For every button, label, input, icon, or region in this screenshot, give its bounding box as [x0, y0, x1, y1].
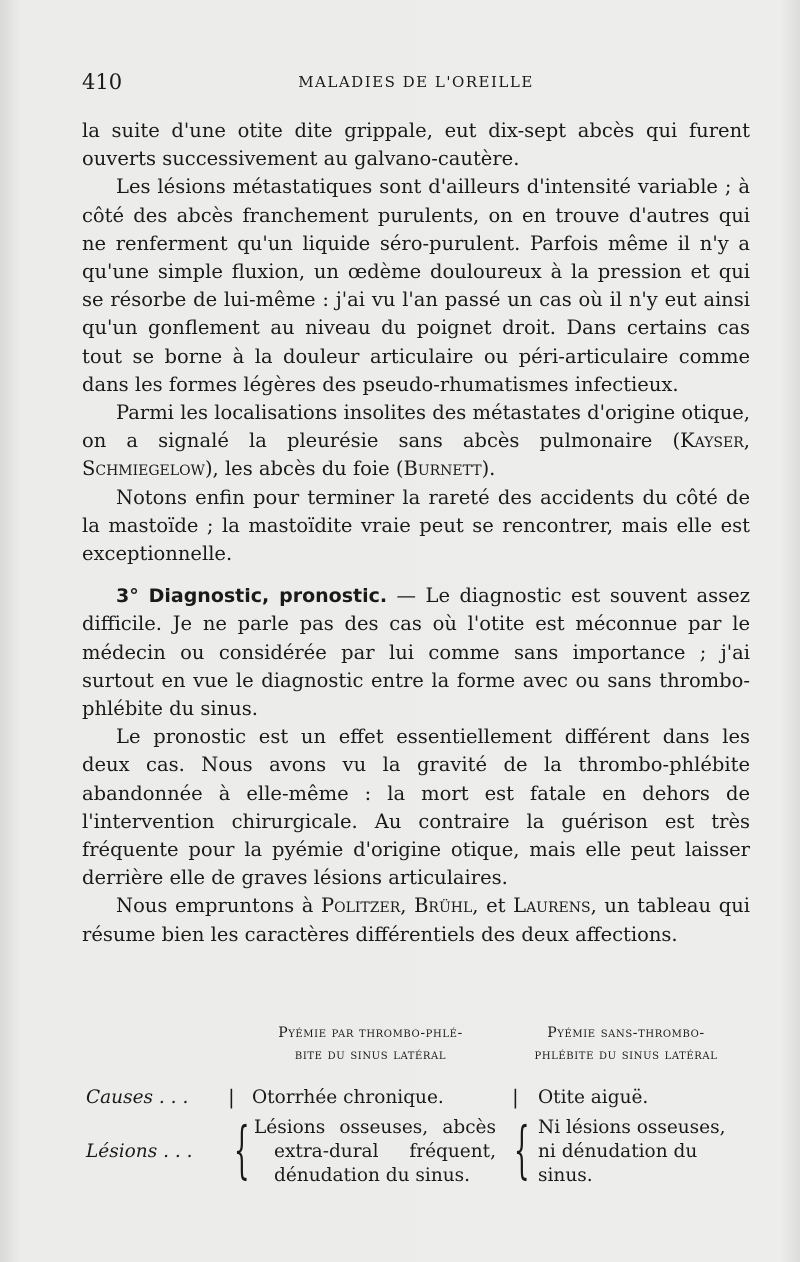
paragraph-7-text-d: , un tableau qui résume bien les caractères différentiels des deux affections.: [82, 894, 750, 946]
running-title: MALADIES DE L'OREILLE: [298, 73, 534, 91]
cell-line: Lésions osseuses, abcès: [254, 1117, 496, 1138]
cell-lesions-col1: [254, 1116, 496, 1188]
paragraph-7-text-c: , et: [472, 894, 514, 918]
body-text: [82, 117, 750, 949]
paragraph-4: Notons enfin pour terminer la rareté des accidents du côté de la mastoïde ; la mastoïdite vraie peut se rencontrer, mais elle est exceptionnelle.: [82, 485, 750, 566]
table-header-col2: [502, 1022, 750, 1066]
cell-line: ni dénudation du: [538, 1141, 698, 1162]
paragraph-5-text: — Le diagnostic est souvent assez difficile. Je ne parle pas des cas où l'otite est méconnue par le médecin ou considérée par lui comme sans importance ; j'ai surtout en vue le diagnostic entre la forme avec ou sans thrombo-phlébite du sinus.: [82, 584, 750, 721]
author-schmiegelow: Schmiegelow: [82, 457, 205, 481]
brace-col2: {: [513, 1113, 530, 1186]
page-number: 410: [82, 70, 123, 94]
author-politzer: Politzer: [320, 894, 401, 918]
col1-header-line2: bite du sinus latéral: [294, 1047, 447, 1063]
paragraph-5: [82, 582, 750, 723]
col2-header-line1: Pyémie sans-thrombo-: [547, 1025, 705, 1041]
paragraph-1: la suite d'une otite dite grippale, eut dix-sept abcès qui furent ouverts successivement au galvano-cautère.: [82, 119, 750, 171]
paragraph-3: [82, 399, 750, 484]
author-kayser: Kayser: [680, 429, 744, 453]
cell-line: dénudation du sinus.: [274, 1165, 471, 1186]
cell-line: Ni lésions osseuses,: [538, 1117, 726, 1138]
col1-header-line1: Pyémie par thrombo-phlé-: [278, 1025, 463, 1041]
paragraph-6: Le pronostic est un effet essentiellement différent dans les deux cas. Nous avons vu la gravité de la thrombo-phlébite abandonnée à elle-même : la mort est fatale en dehors de l'intervention chirurgicale. Au contraire la guérison est très fréquente pour la pyémie d'origine otique, mais elle peut laisser derrière elle de graves lésions articulaires.: [82, 725, 750, 890]
author-burnett: Burnett: [403, 457, 482, 481]
paragraph-3-text-b: ,: [743, 429, 750, 453]
paragraph-7: [82, 892, 750, 948]
cell-causes-col1: Otorrhée chronique.: [252, 1087, 444, 1108]
row-bracket: |: [228, 1085, 235, 1109]
table-header-col1: [253, 1022, 488, 1066]
page-header: [82, 70, 750, 100]
section-heading: 3° Diagnostic, pronostic.: [116, 585, 388, 608]
cell-line: sinus.: [538, 1165, 593, 1186]
row-bracket: |: [512, 1085, 519, 1109]
paragraph-2: Les lésions métastatiques sont d'ailleurs d'intensité variable ; à côté des abcès franchement purulents, on en trouve d'autres qui ne renferment qu'un liquide séro-purulent. Parfois même il n'y a qu'une simple fluxion, un œdème douloureux à la pression et qui se résorbe de lui-même : j'ai vu l'an passé un cas où il n'y eut ainsi qu'un gonflement au niveau du poignet droit. Dans certains cas tout se borne à la douleur articulaire ou péri-articulaire comme dans les formes légères des pseudo-rhumatismes infectieux.: [82, 175, 750, 396]
paragraph-7-text-a: Nous empruntons à: [116, 894, 321, 918]
paragraph-7-text-b: ,: [400, 894, 415, 918]
paragraph-3-text-d: ).: [481, 457, 496, 481]
row-label-causes: Causes . . .: [86, 1087, 189, 1108]
cell-causes-col2: Otite aiguë.: [538, 1087, 649, 1108]
cell-lesions-col2: [538, 1116, 750, 1188]
col2-header-line2: phlébite du sinus latéral: [534, 1047, 718, 1063]
row-label-lesions: Lésions . . .: [86, 1141, 193, 1162]
brace-left-col1: {: [233, 1113, 250, 1186]
author-bruhl: Brühl: [414, 894, 473, 918]
paragraph-3-text-a: Parmi les localisations insolites des métastates d'origine otique, on a signalé la pleurésie sans abcès pulmonaire (: [82, 401, 750, 453]
author-laurens: Laurens: [513, 894, 591, 918]
paragraph-3-text-c: ), les abcès du foie (: [204, 457, 404, 481]
cell-line: extra-dural fréquent,: [274, 1141, 496, 1162]
